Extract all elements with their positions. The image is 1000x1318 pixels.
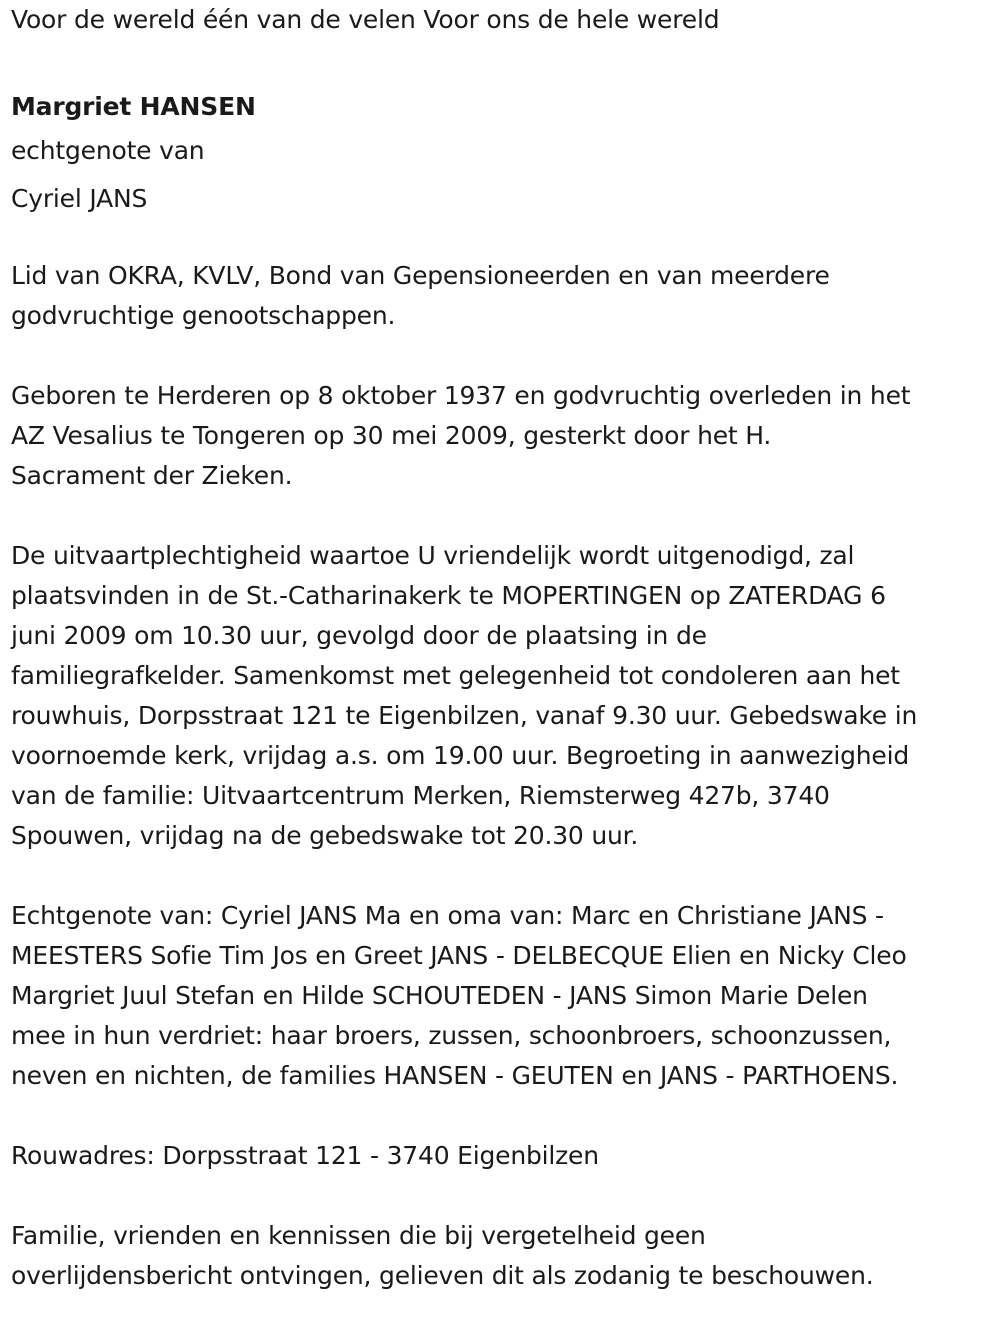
family-line: neven en nichten, de families HANSEN - GEUTEN en JANS - PARTHOENS.: [11, 1061, 899, 1090]
funeral-line: van de familie: Uitvaartcentrum Merken, Riemsterweg 427b, 3740: [11, 781, 830, 810]
spacer: [11, 1176, 991, 1216]
funeral-line: juni 2009 om 10.30 uur, gevolgd door de plaatsing in de: [11, 621, 707, 650]
relation-label: echtgenote van: [11, 136, 205, 165]
funeral-line: Spouwen, vrijdag na de gebedswake tot 20.30 uur.: [11, 821, 639, 850]
spacer: [11, 40, 991, 80]
birth-death-line: Geboren te Herderen op 8 oktober 1937 en godvruchtig overleden in het: [11, 381, 911, 410]
spacer: [11, 1096, 991, 1136]
funeral-line: De uitvaartplechtigheid waartoe U vriendelijk wordt uitgenodigd, zal: [11, 541, 855, 570]
birth-death-line: Sacrament der Zieken.: [11, 461, 293, 490]
closing-line: overlijdensbericht ontvingen, gelieven dit als zodanig te beschouwen.: [11, 1261, 874, 1290]
mourning-address: Rouwadres: Dorpsstraat 121 - 3740 Eigenbilzen: [11, 1141, 599, 1170]
spacer: [11, 223, 991, 256]
closing-line: Familie, vrienden en kennissen die bij vergetelheid geen: [11, 1221, 706, 1250]
family-paragraph: [11, 896, 991, 1096]
birth-death-paragraph: [11, 376, 991, 496]
funeral-paragraph: [11, 536, 991, 856]
family-line: MEESTERS Sofie Tim Jos en Greet JANS - DELBECQUE Elien en Nicky Cleo: [11, 941, 907, 970]
family-line: mee in hun verdriet: haar broers, zussen, schoonbroers, schoonzussen,: [11, 1021, 892, 1050]
spacer: [11, 336, 991, 376]
spacer: [11, 496, 991, 536]
closing-paragraph: [11, 1216, 991, 1296]
membership-paragraph: [11, 256, 991, 336]
funeral-line: plaatsvinden in de St.-Catharinakerk te MOPERTINGEN op ZATERDAG 6: [11, 581, 886, 610]
membership-line: Lid van OKRA, KVLV, Bond van Gepensioneerden en van meerdere: [11, 261, 830, 290]
spacer: [11, 856, 991, 896]
spouse-name: Cyriel JANS: [11, 184, 148, 213]
funeral-line: voornoemde kerk, vrijdag a.s. om 19.00 uur. Begroeting in aanwezigheid: [11, 741, 909, 770]
membership-line: godvruchtige genootschappen.: [11, 301, 396, 330]
family-line: Margriet Juul Stefan en Hilde SCHOUTEDEN - JANS Simon Marie Delen: [11, 981, 868, 1010]
deceased-name: Margriet HANSEN: [11, 92, 256, 121]
funeral-line: rouwhuis, Dorpsstraat 121 te Eigenbilzen, vanaf 9.30 uur. Gebedswake in: [11, 701, 918, 730]
funeral-line: familiegrafkelder. Samenkomst met gelegenheid tot condoleren aan het: [11, 661, 900, 690]
obituary-document: [11, 0, 991, 1296]
motto: Voor de wereld één van de velen Voor ons de hele wereld: [11, 5, 720, 34]
birth-death-line: AZ Vesalius te Tongeren op 30 mei 2009, gesterkt door het H.: [11, 421, 772, 450]
family-line: Echtgenote van: Cyriel JANS Ma en oma van: Marc en Christiane JANS -: [11, 901, 884, 930]
